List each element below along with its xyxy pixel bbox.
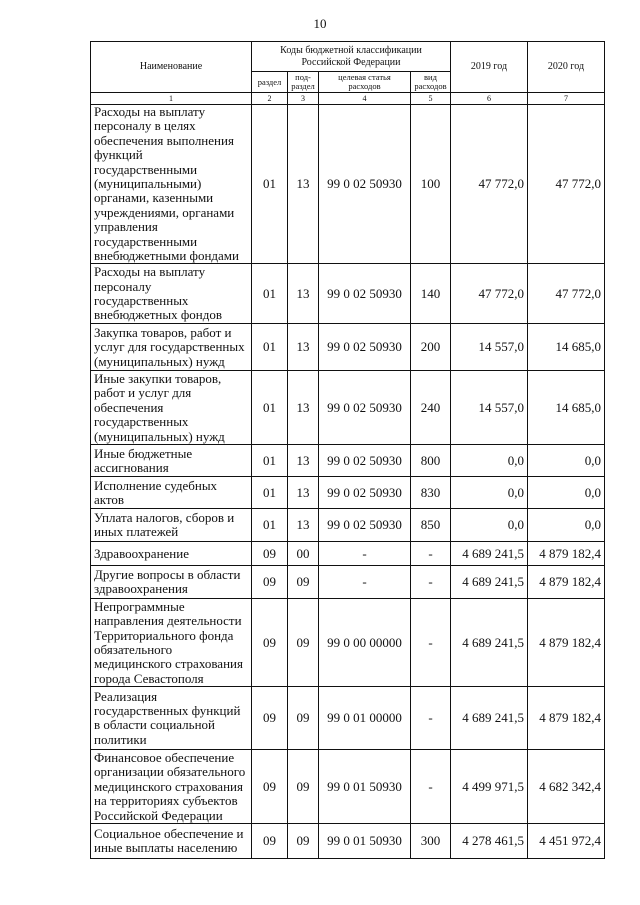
row-expense-type: 300 bbox=[411, 824, 451, 859]
row-value-2019: 47 772,0 bbox=[451, 264, 528, 324]
column-number: 3 bbox=[288, 93, 319, 105]
row-target: 99 0 02 50930 bbox=[319, 477, 411, 509]
row-value-2020: 47 772,0 bbox=[528, 105, 605, 264]
row-value-2020: 0,0 bbox=[528, 477, 605, 509]
row-subsection: 09 bbox=[288, 750, 319, 824]
row-value-2019: 4 278 461,5 bbox=[451, 824, 528, 859]
row-value-2020: 4 879 182,4 bbox=[528, 566, 605, 599]
budget-table bbox=[90, 41, 605, 859]
row-name: Исполнение судебных актов bbox=[91, 477, 252, 509]
row-section: 01 bbox=[252, 509, 288, 542]
row-value-2019: 4 689 241,5 bbox=[451, 687, 528, 750]
row-subsection: 09 bbox=[288, 599, 319, 687]
row-section: 09 bbox=[252, 687, 288, 750]
row-section: 09 bbox=[252, 824, 288, 859]
row-value-2020: 14 685,0 bbox=[528, 371, 605, 445]
column-number: 7 bbox=[528, 93, 605, 105]
row-subsection: 13 bbox=[288, 509, 319, 542]
row-target: 99 0 02 50930 bbox=[319, 105, 411, 264]
row-name: Иные закупки товаров, работ и услуг для обеспечения государственных (муниципальных) нужд bbox=[91, 371, 252, 445]
header-expense-type: вид расходов bbox=[411, 72, 451, 93]
header-year-2019: 2019 год bbox=[451, 42, 528, 93]
row-subsection: 09 bbox=[288, 687, 319, 750]
column-number-row bbox=[91, 93, 605, 105]
column-number: 5 bbox=[411, 93, 451, 105]
row-expense-type: 800 bbox=[411, 445, 451, 477]
row-section: 09 bbox=[252, 750, 288, 824]
table-row bbox=[91, 599, 605, 687]
row-section: 09 bbox=[252, 542, 288, 566]
page-number: 10 bbox=[313, 16, 327, 31]
row-name: Иные бюджетные ассигнования bbox=[91, 445, 252, 477]
row-name: Реализация государственных функций в области социальной политики bbox=[91, 687, 252, 750]
table-row bbox=[91, 566, 605, 599]
row-name: Непрограммные направления деятельности Территориального фонда обязательного медицинского страхования города Севастополя bbox=[91, 599, 252, 687]
row-value-2019: 14 557,0 bbox=[451, 371, 528, 445]
column-number: 1 bbox=[91, 93, 252, 105]
row-value-2020: 4 451 972,4 bbox=[528, 824, 605, 859]
row-expense-type: - bbox=[411, 599, 451, 687]
row-target: 99 0 02 50930 bbox=[319, 324, 411, 371]
row-expense-type: 200 bbox=[411, 324, 451, 371]
row-value-2019: 14 557,0 bbox=[451, 324, 528, 371]
header-subsection: под-раздел bbox=[288, 72, 319, 93]
row-value-2019: 0,0 bbox=[451, 477, 528, 509]
row-value-2020: 4 879 182,4 bbox=[528, 687, 605, 750]
table-row bbox=[91, 750, 605, 824]
row-value-2020: 0,0 bbox=[528, 509, 605, 542]
row-expense-type: - bbox=[411, 687, 451, 750]
row-section: 01 bbox=[252, 371, 288, 445]
table-row bbox=[91, 445, 605, 477]
row-subsection: 13 bbox=[288, 264, 319, 324]
header-name: Наименование bbox=[91, 42, 252, 93]
row-name: Расходы на выплату персоналу государственных внебюджетных фондов bbox=[91, 264, 252, 324]
row-name: Здравоохранение bbox=[91, 542, 252, 566]
row-expense-type: 850 bbox=[411, 509, 451, 542]
row-name: Социальное обеспечение и иные выплаты населению bbox=[91, 824, 252, 859]
row-expense-type: 240 bbox=[411, 371, 451, 445]
row-expense-type: - bbox=[411, 750, 451, 824]
row-value-2020: 4 879 182,4 bbox=[528, 599, 605, 687]
row-subsection: 09 bbox=[288, 566, 319, 599]
row-name: Расходы на выплату персоналу в целях обеспечения выполнения функций государственными (муниципальными) органами, казенными учреждениями, органами управления государственными внебюджетными фондами bbox=[91, 105, 252, 264]
row-value-2020: 47 772,0 bbox=[528, 264, 605, 324]
row-subsection: 13 bbox=[288, 105, 319, 264]
row-target: 99 0 02 50930 bbox=[319, 509, 411, 542]
row-section: 01 bbox=[252, 477, 288, 509]
row-expense-type: 830 bbox=[411, 477, 451, 509]
row-value-2020: 4 879 182,4 bbox=[528, 542, 605, 566]
row-target: - bbox=[319, 542, 411, 566]
row-section: 09 bbox=[252, 566, 288, 599]
table-row bbox=[91, 105, 605, 264]
row-target: 99 0 01 50930 bbox=[319, 824, 411, 859]
row-subsection: 09 bbox=[288, 824, 319, 859]
row-section: 09 bbox=[252, 599, 288, 687]
row-expense-type: 100 bbox=[411, 105, 451, 264]
row-value-2020: 14 685,0 bbox=[528, 324, 605, 371]
column-number: 2 bbox=[252, 93, 288, 105]
row-target: 99 0 02 50930 bbox=[319, 445, 411, 477]
row-target: 99 0 01 00000 bbox=[319, 687, 411, 750]
table-row bbox=[91, 371, 605, 445]
row-section: 01 bbox=[252, 264, 288, 324]
row-value-2020: 0,0 bbox=[528, 445, 605, 477]
table-row bbox=[91, 324, 605, 371]
row-expense-type: - bbox=[411, 542, 451, 566]
row-subsection: 13 bbox=[288, 324, 319, 371]
row-target: 99 0 02 50930 bbox=[319, 264, 411, 324]
row-section: 01 bbox=[252, 445, 288, 477]
row-subsection: 13 bbox=[288, 445, 319, 477]
header-year-2020: 2020 год bbox=[528, 42, 605, 93]
header-codes-group: Коды бюджетной классификации Российской Федерации bbox=[252, 42, 451, 72]
column-number: 4 bbox=[319, 93, 411, 105]
row-name: Уплата налогов, сборов и иных платежей bbox=[91, 509, 252, 542]
row-subsection: 13 bbox=[288, 477, 319, 509]
row-value-2019: 0,0 bbox=[451, 509, 528, 542]
row-expense-type: - bbox=[411, 566, 451, 599]
table-row bbox=[91, 509, 605, 542]
table-row bbox=[91, 264, 605, 324]
row-value-2019: 4 499 971,5 bbox=[451, 750, 528, 824]
row-name: Финансовое обеспечение организации обязательного медицинского страхования на территориях субъектов Российской Федерации bbox=[91, 750, 252, 824]
row-subsection: 00 bbox=[288, 542, 319, 566]
row-value-2019: 0,0 bbox=[451, 445, 528, 477]
row-target: 99 0 02 50930 bbox=[319, 371, 411, 445]
row-name: Закупка товаров, работ и услуг для государственных (муниципальных) нужд bbox=[91, 324, 252, 371]
row-target: 99 0 01 50930 bbox=[319, 750, 411, 824]
row-value-2019: 4 689 241,5 bbox=[451, 599, 528, 687]
row-name: Другие вопросы в области здравоохранения bbox=[91, 566, 252, 599]
table-row bbox=[91, 687, 605, 750]
row-target: - bbox=[319, 566, 411, 599]
row-section: 01 bbox=[252, 105, 288, 264]
row-value-2019: 4 689 241,5 bbox=[451, 566, 528, 599]
column-number: 6 bbox=[451, 93, 528, 105]
row-section: 01 bbox=[252, 324, 288, 371]
row-subsection: 13 bbox=[288, 371, 319, 445]
table-row bbox=[91, 824, 605, 859]
header-target: целевая статья расходов bbox=[319, 72, 411, 93]
row-value-2020: 4 682 342,4 bbox=[528, 750, 605, 824]
table-row bbox=[91, 477, 605, 509]
table-row bbox=[91, 542, 605, 566]
row-expense-type: 140 bbox=[411, 264, 451, 324]
row-target: 99 0 00 00000 bbox=[319, 599, 411, 687]
row-value-2019: 4 689 241,5 bbox=[451, 542, 528, 566]
row-value-2019: 47 772,0 bbox=[451, 105, 528, 264]
header-section: раздел bbox=[252, 72, 288, 93]
